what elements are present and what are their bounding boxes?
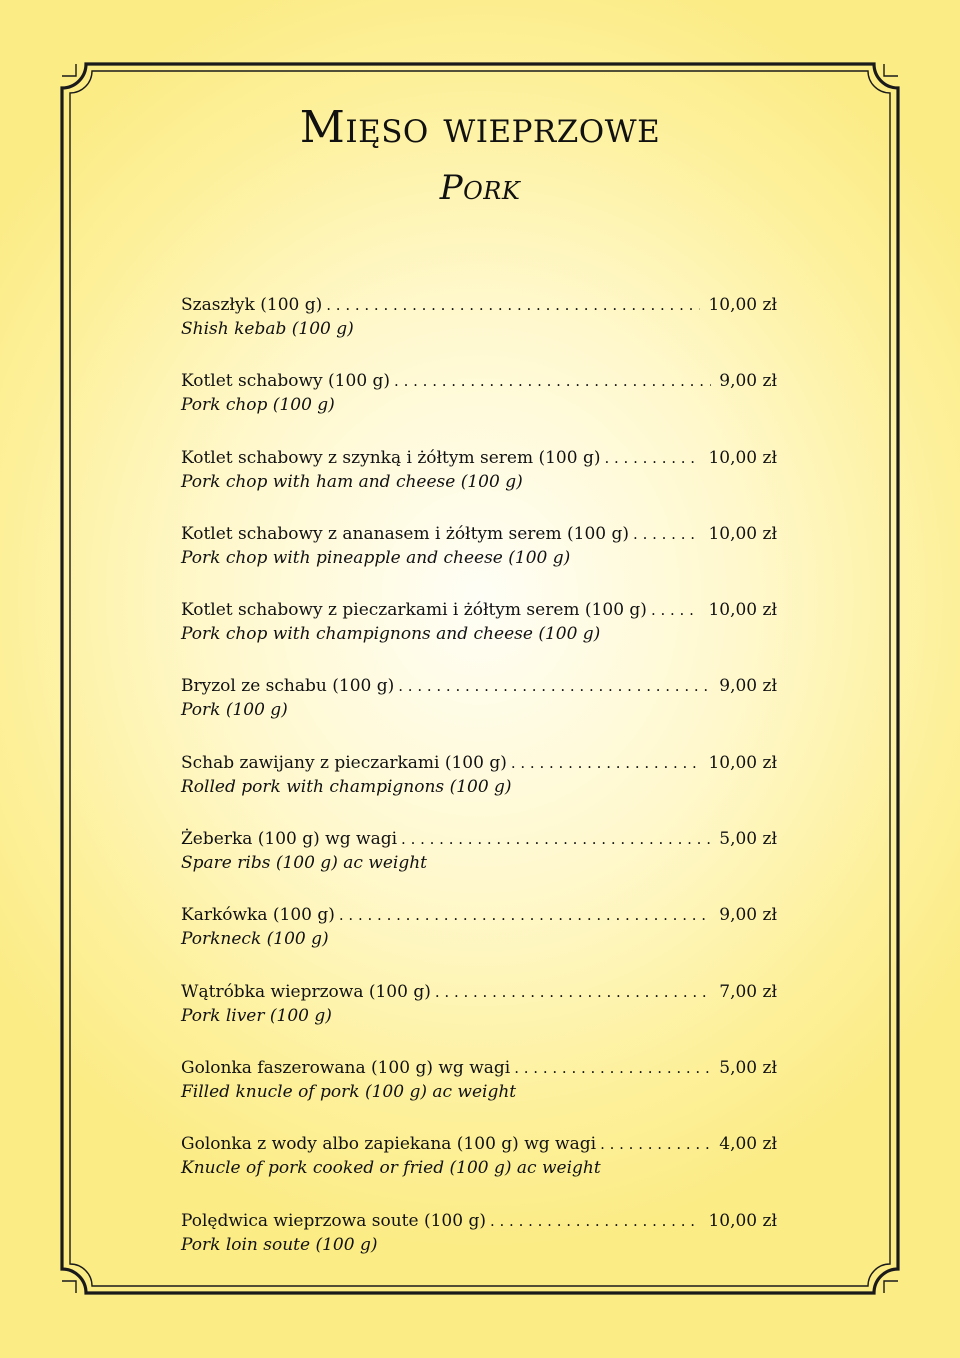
- menu-item: [181, 522, 777, 598]
- dish-name-en: Pork chop with ham and cheese (100 g): [181, 471, 523, 492]
- menu-item: [181, 1209, 777, 1285]
- dish-price: 9,00 zł: [719, 371, 777, 392]
- dish-price: 10,00 zł: [708, 447, 777, 468]
- dish-name-en: Pork loin soute (100 g): [181, 1234, 378, 1255]
- menu-item: [181, 369, 777, 445]
- menu-item-row: [181, 446, 777, 470]
- dot-leader: [633, 522, 700, 546]
- dish-name-pl: Kotlet schabowy z szynką i żółtym serem (100 g): [181, 447, 601, 468]
- dish-name-en: Knucle of pork cooked or fried (100 g) ac weight: [181, 1158, 601, 1179]
- menu-item: [181, 827, 777, 903]
- dish-name-pl: Kotlet schabowy (100 g): [181, 371, 391, 392]
- dish-price: 9,00 zł: [719, 905, 777, 926]
- dish-name-pl: Szaszłyk (100 g): [181, 295, 323, 315]
- menu-item-row: [181, 293, 777, 317]
- menu-item: [181, 598, 777, 674]
- dot-leader: [514, 1056, 711, 1080]
- dish-name-pl: Golonka z wody albo zapiekana (100 g) wg wagi: [181, 1134, 597, 1155]
- menu-item-row: [181, 903, 777, 927]
- dish-name-en: Spare ribs (100 g) ac weight: [181, 853, 428, 874]
- menu-item-row: [181, 827, 777, 851]
- menu-item: [181, 903, 777, 979]
- dish-name-pl: Kotlet schabowy z ananasem i żółtym serem (100 g): [181, 523, 630, 544]
- dot-leader: [394, 369, 711, 393]
- dish-price: 5,00 zł: [719, 829, 777, 850]
- dish-name-en: Filled knucle of pork (100 g) ac weight: [181, 1081, 517, 1102]
- menu-item: [181, 293, 777, 369]
- page-title: Mięso wieprzowe: [299, 102, 661, 153]
- dot-leader: [339, 903, 711, 927]
- dish-price: 10,00 zł: [708, 600, 777, 621]
- dish-price: 10,00 zł: [708, 523, 777, 544]
- menu-item: [181, 1132, 777, 1208]
- menu-item: [181, 751, 777, 827]
- dish-price: 10,00 zł: [708, 752, 777, 773]
- dish-price: 9,00 zł: [719, 676, 777, 697]
- dish-name-pl: Żeberka (100 g) wg wagi: [181, 829, 398, 850]
- dish-name-en: Pork chop (100 g): [181, 395, 335, 416]
- menu-item-row: [181, 1056, 777, 1080]
- dish-name-pl: Wątróbka wieprzowa (100 g): [181, 981, 431, 1002]
- dish-name-pl: Karkówka (100 g): [181, 905, 335, 926]
- menu-item: [181, 1056, 777, 1132]
- dot-leader: [398, 674, 711, 698]
- dish-name-pl: Bryzol ze schabu (100 g): [181, 676, 395, 697]
- menu-list: [181, 293, 777, 1285]
- menu-item-row: [181, 1132, 777, 1156]
- dish-price: 4,00 zł: [719, 1134, 777, 1155]
- dot-leader: [326, 293, 700, 317]
- dish-name-pl: Golonka faszerowana (100 g) wg wagi: [181, 1057, 511, 1078]
- dish-price: 5,00 zł: [719, 1057, 777, 1078]
- menu-item-row: [181, 522, 777, 546]
- menu-item: [181, 980, 777, 1056]
- dish-name-en: Porkneck (100 g): [181, 929, 329, 950]
- page-subtitle: Pork: [439, 168, 521, 208]
- dish-name-en: Rolled pork with champignons (100 g): [181, 776, 512, 797]
- dot-leader: [490, 1209, 700, 1233]
- menu-item: [181, 674, 777, 750]
- menu-item-row: [181, 751, 777, 775]
- dish-name-en: Pork chop with champignons and cheese (100 g): [181, 624, 601, 645]
- dish-price: 10,00 zł: [708, 1210, 777, 1231]
- dish-name-en: Pork (100 g): [181, 700, 288, 721]
- dish-price: 10,00 zł: [708, 295, 777, 315]
- dot-leader: [401, 827, 711, 851]
- menu-item-row: [181, 980, 777, 1004]
- menu-item-row: [181, 598, 777, 622]
- dot-leader: [600, 1132, 711, 1156]
- menu-item-row: [181, 1209, 777, 1233]
- dish-price: 7,00 zł: [719, 981, 777, 1002]
- dish-name-pl: Kotlet schabowy z pieczarkami i żółtym serem (100 g): [181, 600, 647, 621]
- menu-item-row: [181, 674, 777, 698]
- dish-name-en: Shish kebab (100 g): [181, 319, 354, 339]
- dish-name-pl: Polędwica wieprzowa soute (100 g): [181, 1210, 486, 1231]
- dot-leader: [604, 446, 700, 470]
- dish-name-en: Pork liver (100 g): [181, 1005, 332, 1026]
- dot-leader: [651, 598, 701, 622]
- dish-name-en: Pork chop with pineapple and cheese (100 g): [181, 547, 571, 568]
- menu-item-row: [181, 369, 777, 393]
- menu-item: [181, 446, 777, 522]
- dot-leader: [511, 751, 701, 775]
- dot-leader: [435, 980, 711, 1004]
- dish-name-pl: Schab zawijany z pieczarkami (100 g): [181, 752, 507, 773]
